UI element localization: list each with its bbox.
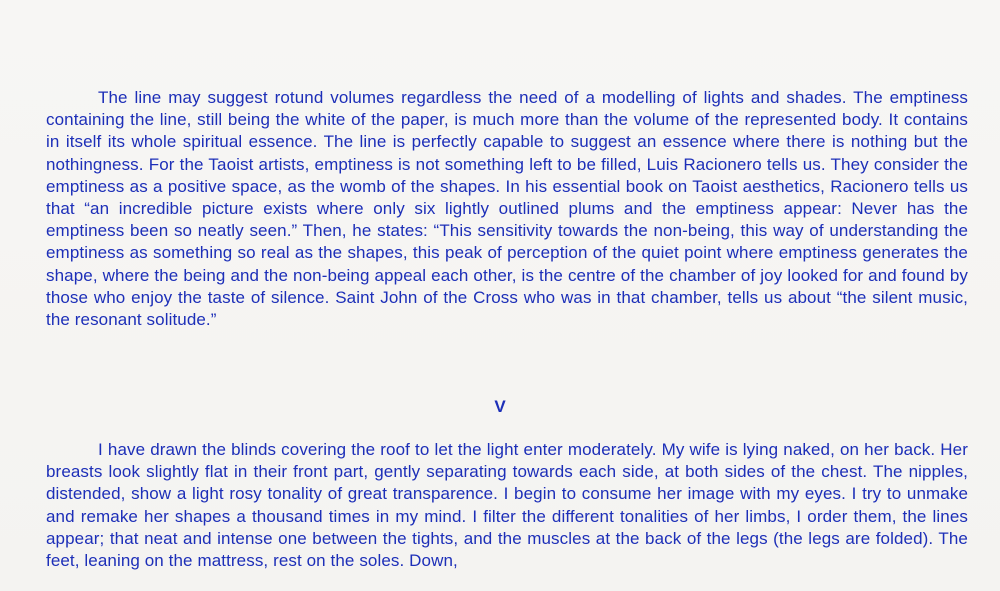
body-paragraph-2 [46,439,968,572]
paragraph-text: The line may suggest rotund volumes regardless the need of a modelling of lights and shades. The emptiness containing the line, still being the white of the paper, is much more than the volume of the represented body. It contains in itself its whole spiritual essence. The line is perfectly capable to suggest an essence where there is nothing but the nothingness. For the Taoist artists, emptiness is not something left to be filled, Luis Racionero tells us. They consider the emptiness as a positive space, as the womb of the shapes. In his essential book on Taoist aesthetics, Racionero tells us that “an incredible picture exists where only six lightly outlined plums and the emptiness appear: Never has the emptiness been so neatly seen.” Then, he states: “This sensitivity towards the non-being, this way of understanding the emptiness as something so real as the shapes, this peak of perception of the quiet point where emptiness generates the shape, where the being and the non-being appeal each other, is the centre of the chamber of joy looked for and found by those who enjoy the taste of silence. Saint John of the Cross who was in that chamber, tells us about “the silent music, the resonant solitude.” [46,88,968,330]
paragraph-text: I have drawn the blinds covering the roof to let the light enter moderately. My wife is lying naked, on her back. Her breasts look slightly flat in their front part, gently separating towards each side, at both sides of the chest. The nipples, distended, show a light rosy tonality of great transparence. I begin to consume her image with my eyes. I try to unmake and remake her shapes a thousand times in my mind. I filter the different tonalities of her limbs, I order them, the lines appear; that neat and intense one between the tights, and the muscles at the back of the legs (the legs are folded). The feet, leaning on the mattress, rest on the soles. Down, [46,440,968,571]
body-paragraph-1 [46,87,968,331]
section-heading: V [494,397,506,416]
